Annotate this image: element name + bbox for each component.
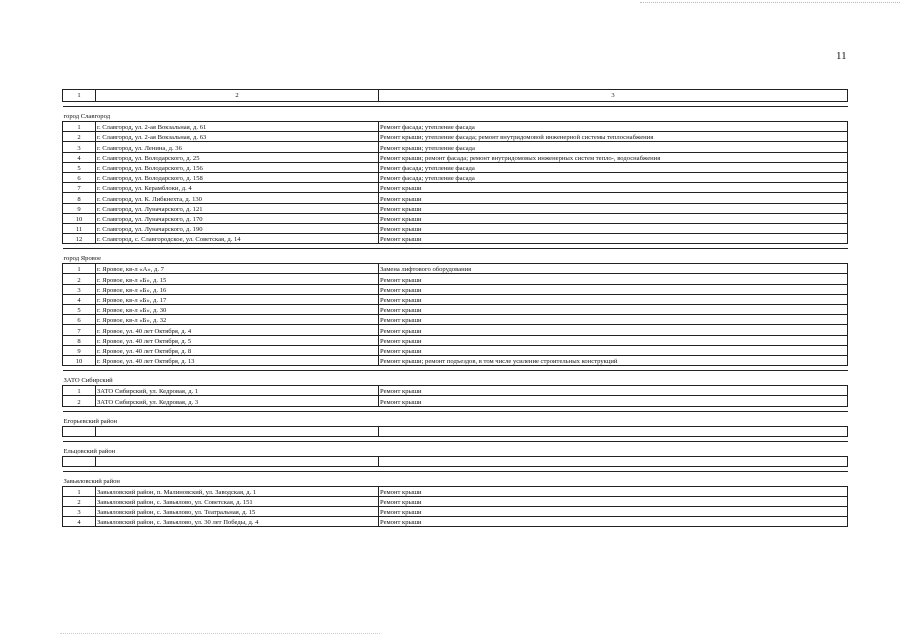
row-number [63,456,96,466]
table-row [63,496,848,506]
row-address: г. Яровое, кв-л «А», д. 7 [96,264,379,274]
row-address: г. Славгород, ул. Володарского, д. 158 [96,172,379,182]
table-row [63,506,848,516]
row-address: г. Яровое, ул. 40 лет Октября, д. 8 [96,345,379,355]
table-row [63,213,848,223]
section-title: город Славгород [63,107,848,122]
row-work-type: Ремонт крыши [379,486,848,496]
row-address: г. Яровое, ул. 40 лет Октября, д. 5 [96,335,379,345]
row-address: г. Яровое, ул. 40 лет Октября, д. 13 [96,355,379,365]
document-table-container [62,89,842,527]
row-number: 3 [63,506,96,516]
row-number: 3 [63,142,96,152]
row-number: 5 [63,305,96,315]
row-number: 2 [63,132,96,142]
table-row [63,193,848,203]
row-work-type: Ремонт крыши [379,193,848,203]
section-title: город Яровое [63,249,848,264]
row-work-type: Ремонт крыши [379,183,848,193]
table-row [63,223,848,233]
table-row [63,132,848,142]
capital-repair-table [62,89,848,527]
row-number: 12 [63,234,96,244]
header-col-1: 1 [63,90,96,102]
table-row [63,386,848,396]
row-number: 10 [63,213,96,223]
row-number: 1 [63,386,96,396]
row-address: г. Яровое, кв-л «Б», д. 30 [96,305,379,315]
table-row [63,486,848,496]
table-row [63,294,848,304]
row-address: г. Славгород, ул. Ленина, д. 36 [96,142,379,152]
row-address: г. Славгород, ул. Володарского, д. 156 [96,162,379,172]
row-address: г. Славгород, ул. 2-ая Вокзальная, д. 63 [96,132,379,142]
table-row [63,162,848,172]
row-address [96,426,379,436]
section-heading-row [63,107,848,122]
row-address: г. Славгород, ул. Луначарского, д. 190 [96,223,379,233]
row-work-type: Ремонт крыши [379,294,848,304]
table-row [63,172,848,182]
row-work-type: Ремонт крыши [379,213,848,223]
table-row [63,517,848,527]
row-address: г. Яровое, ул. 40 лет Октября, д. 4 [96,325,379,335]
table-row [63,264,848,274]
row-number: 11 [63,223,96,233]
row-number: 10 [63,355,96,365]
row-work-type: Ремонт фасада; утепление фасада [379,162,848,172]
table-row [63,456,848,466]
section-heading-row [63,471,848,486]
row-work-type [379,426,848,436]
row-work-type: Ремонт крыши [379,274,848,284]
row-work-type: Ремонт крыши [379,325,848,335]
row-number: 7 [63,325,96,335]
table-row [63,325,848,335]
row-work-type: Ремонт фасада; утепление фасада [379,122,848,132]
row-work-type: Ремонт крыши [379,386,848,396]
row-work-type: Ремонт крыши [379,517,848,527]
row-address: Завьяловский район, с. Завьялово, ул. 30 лет Победы, д. 4 [96,517,379,527]
row-work-type: Ремонт крыши [379,315,848,325]
row-work-type: Ремонт крыши [379,223,848,233]
row-work-type: Ремонт крыши [379,203,848,213]
row-number: 8 [63,193,96,203]
row-address: г. Яровое, кв-л «Б», д. 15 [96,274,379,284]
table-row [63,152,848,162]
row-number: 4 [63,152,96,162]
row-number: 4 [63,517,96,527]
row-address: г. Яровое, кв-л «Б», д. 17 [96,294,379,304]
row-number: 1 [63,122,96,132]
table-row [63,274,848,284]
table-row [63,335,848,345]
table-row [63,345,848,355]
row-work-type: Ремонт крыши; утепление фасада [379,142,848,152]
section-heading-row [63,411,848,426]
table-row [63,315,848,325]
row-work-type: Ремонт крыши [379,335,848,345]
row-number: 4 [63,294,96,304]
row-number: 3 [63,284,96,294]
row-number: 6 [63,172,96,182]
table-row [63,142,848,152]
row-address: Завьяловский район, п. Малиновский, ул. Заводская, д. 1 [96,486,379,496]
section-title: Ельцовский район [63,441,848,456]
row-number: 2 [63,396,96,406]
row-address: ЗАТО Сибирский, ул. Кедровая, д. 3 [96,396,379,406]
row-number: 2 [63,496,96,506]
section-heading-row [63,371,848,386]
row-address: Завьяловский район, с. Завьялово, ул. Театральная, д. 15 [96,506,379,516]
table-row [63,305,848,315]
row-address: г. Славгород, ул. Луначарского, д. 170 [96,213,379,223]
row-number: 8 [63,335,96,345]
row-work-type: Ремонт крыши [379,345,848,355]
row-work-type: Ремонт крыши [379,506,848,516]
table-row [63,122,848,132]
table-row [63,284,848,294]
row-work-type: Ремонт крыши [379,496,848,506]
row-number [63,426,96,436]
row-address: г. Славгород, с. Славгородское, ул. Советская, д. 14 [96,234,379,244]
row-number: 7 [63,183,96,193]
section-heading-row [63,249,848,264]
header-col-2: 2 [96,90,379,102]
row-work-type: Ремонт крыши [379,234,848,244]
table-row [63,426,848,436]
row-address: Завьяловский район, с. Завьялово, ул. Советская, д. 151 [96,496,379,506]
row-number: 9 [63,203,96,213]
row-work-type: Ремонт крыши [379,284,848,294]
row-address: г. Славгород, ул. Володарского, д. 25 [96,152,379,162]
table-row [63,396,848,406]
row-number: 1 [63,264,96,274]
table-row [63,183,848,193]
table-row [63,355,848,365]
row-number: 6 [63,315,96,325]
table-row [63,234,848,244]
row-work-type: Ремонт крыши [379,305,848,315]
row-address [96,456,379,466]
row-work-type: Ремонт крыши; утепление фасада; ремонт внутридомовой инженерной системы теплоснабжения [379,132,848,142]
row-work-type: Ремонт крыши; ремонт фасада; ремонт внутридомовых инженерных систем тепло-, водоснабжения [379,152,848,162]
section-title: ЗАТО Сибирский [63,371,848,386]
scan-artifact-bottom [60,633,380,636]
row-address: г. Славгород, ул. Луначарского, д. 121 [96,203,379,213]
scan-artifact-top [640,2,900,5]
row-address: г. Яровое, кв-л «Б», д. 32 [96,315,379,325]
table-header-row [63,90,848,102]
row-address: г. Яровое, кв-л «Б», д. 16 [96,284,379,294]
table-body [63,90,848,527]
row-work-type: Ремонт крыши; ремонт подъездов, в том числе усиление строительных конструкций [379,355,848,365]
row-address: г. Славгород, ул. К. Либкнехта, д. 130 [96,193,379,203]
table-row [63,203,848,213]
row-number: 5 [63,162,96,172]
row-work-type: Ремонт крыши [379,396,848,406]
row-address: г. Славгород, ул. 2-ая Вокзальная, д. 61 [96,122,379,132]
row-number: 2 [63,274,96,284]
row-work-type [379,456,848,466]
row-number: 9 [63,345,96,355]
row-number: 1 [63,486,96,496]
row-work-type: Ремонт фасада; утепление фасада [379,172,848,182]
row-address: ЗАТО Сибирский, ул. Кедровая, д. 1 [96,386,379,396]
section-heading-row [63,441,848,456]
row-work-type: Замена лифтового оборудования [379,264,848,274]
page-number: 11 [836,50,847,62]
section-title: Завьяловский район [63,471,848,486]
header-col-3: 3 [379,90,848,102]
row-address: г. Славгород, ул. Керамблоки, д. 4 [96,183,379,193]
section-title: Егорьевский район [63,411,848,426]
